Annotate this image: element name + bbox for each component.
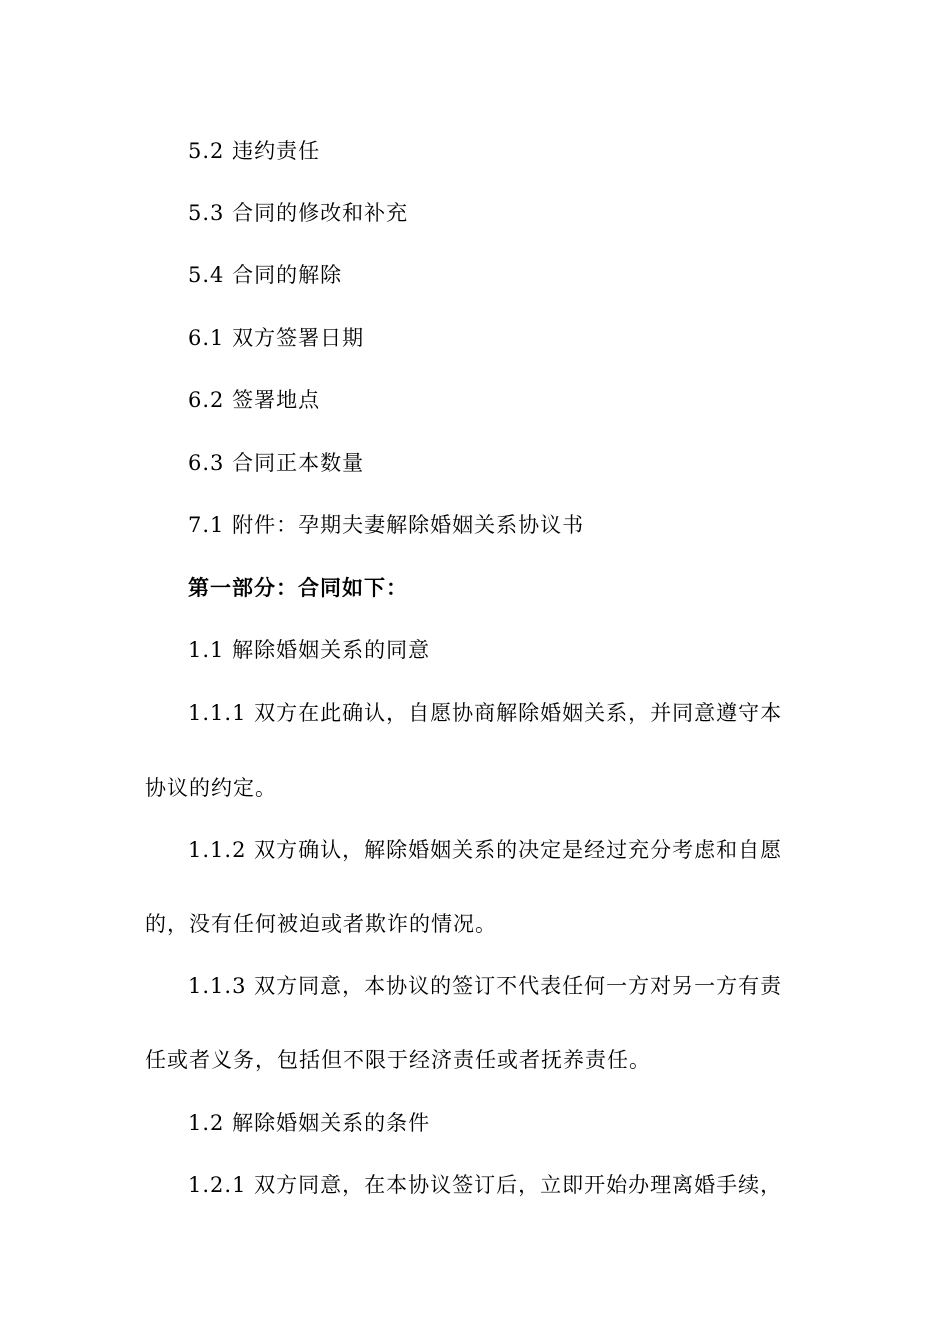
clause-1-1-1: 1.1.1 双方在此确认，自愿协商解除婚姻关系，并同意遵守本 <box>188 701 783 725</box>
clause-6-1: 6.1 双方签署日期 <box>188 326 365 350</box>
clause-5-2: 5.2 违约责任 <box>188 139 321 163</box>
clause-7-1: 7.1 附件：孕期夫妻解除婚姻关系协议书 <box>188 513 585 537</box>
clause-5-4: 5.4 合同的解除 <box>188 263 343 287</box>
clause-5-3: 5.3 合同的修改和补充 <box>188 201 409 225</box>
clause-6-2: 6.2 签署地点 <box>188 388 321 412</box>
clause-1-1-1-cont: 协议的约定。 <box>145 776 277 800</box>
clause-1-1-3-cont: 任或者义务，包括但不限于经济责任或者抚养责任。 <box>145 1048 651 1072</box>
clause-1-1: 1.1 解除婚姻关系的同意 <box>188 638 431 662</box>
clause-1-1-3: 1.1.3 双方同意，本协议的签订不代表任何一方对另一方有责 <box>188 974 783 998</box>
clause-6-3: 6.3 合同正本数量 <box>188 451 365 475</box>
clause-1-1-2: 1.1.2 双方确认，解除婚姻关系的决定是经过充分考虑和自愿 <box>188 838 783 862</box>
clause-1-2: 1.2 解除婚姻关系的条件 <box>188 1111 431 1135</box>
clause-1-2-1: 1.2.1 双方同意，在本协议签订后，立即开始办理离婚手续， <box>188 1173 783 1197</box>
section-heading: 第一部分：合同如下： <box>188 575 408 600</box>
clause-1-1-2-cont: 的，没有任何被迫或者欺诈的情况。 <box>145 912 497 936</box>
